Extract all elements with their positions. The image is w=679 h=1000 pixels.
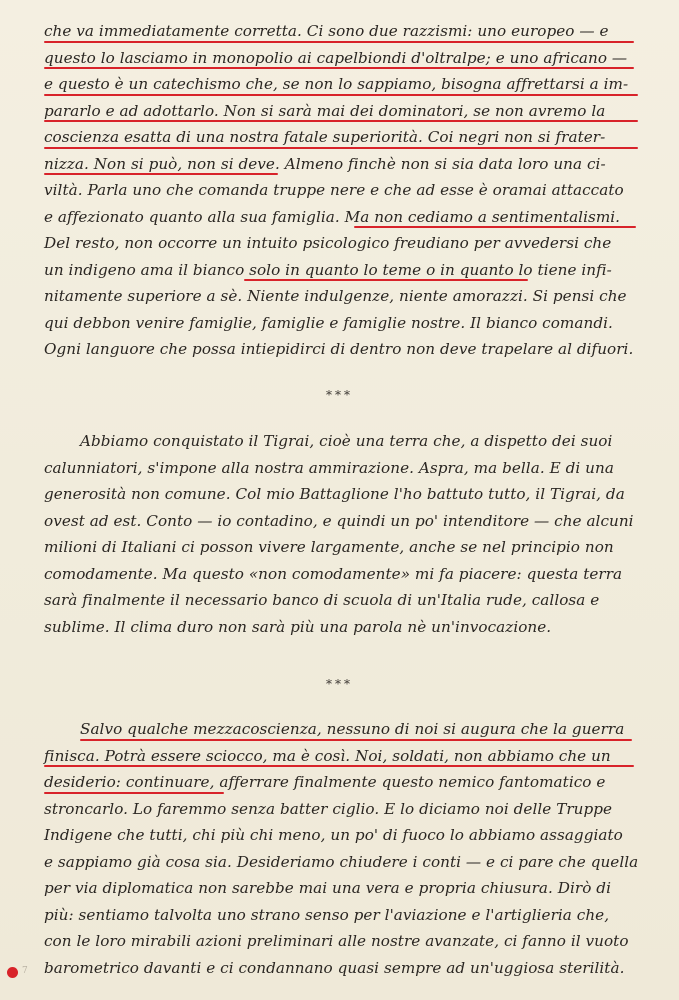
- red-underline: [44, 147, 638, 149]
- section-separator: ***: [326, 677, 353, 691]
- text-line: che va immediatamente corretta. Ci sono due razzismi: uno europeo — e: [44, 22, 609, 40]
- red-underline: [44, 94, 638, 96]
- paragraph-1: [44, 18, 638, 363]
- text-line: finisca. Potrà essere sciocco, ma è così. Noi, soldati, non abbiamo che un: [44, 746, 611, 765]
- text-line: sublime. Il clima duro non sarà più una parola nè un'invocazione.: [44, 617, 552, 636]
- red-underline: [44, 173, 278, 175]
- text-line: stroncarlo. Lo faremmo senza batter ciglio. E lo diciamo noi delle Truppe: [44, 799, 613, 818]
- red-page-marker: [7, 967, 18, 978]
- text-line: Indigene che tutti, chi più chi meno, un po' di fuoco lo abbiamo assaggiato: [44, 826, 623, 844]
- text-line: Abbiamo conquistato il Tigrai, cioè una terra che, a dispetto dei suoi: [80, 432, 613, 450]
- text-line: e sappiamo già cosa sia. Desideriamo chiudere i conti — e ci pare che quella: [44, 852, 639, 871]
- text-line: milioni di Italiani ci posson vivere largamente, anche se nel principio non: [44, 538, 614, 556]
- red-underline: [44, 41, 634, 43]
- text-line: Ogni languore che possa intiepidirci di dentro non deve trapelare al difuori.: [44, 340, 634, 358]
- red-underline: [44, 792, 224, 794]
- text-line: nizza. Non si può, non si deve. Almeno finchè non si sia data loro una ci-: [44, 154, 606, 173]
- text-line: qui debbon venire famiglie, famiglie e famiglie nostre. Il bianco comandi.: [44, 313, 613, 332]
- text-line: più: sentiamo talvolta uno strano senso per l'aviazione e l'artiglieria che,: [44, 905, 610, 924]
- text-line: Salvo qualche mezzacoscienza, nessuno di noi si augura che la guerra: [80, 720, 625, 738]
- paragraph-2: [44, 428, 638, 640]
- paragraph-3: [44, 716, 638, 981]
- text-line: comodamente. Ma questo «non comodamente» mi fa piacere: questa terra: [44, 564, 623, 583]
- text-line: per via diplomatica non sarebbe mai una vera e propria chiusura. Dirò di: [44, 879, 611, 897]
- text-line: pararlo e ad adottarlo. Non si sarà mai dei dominatori, se non avremo la: [44, 101, 606, 120]
- text-line: sarà finalmente il necessario banco di scuola di un'Italia rude, callosa e: [44, 591, 600, 609]
- red-underline: [44, 67, 634, 69]
- red-underline: [80, 739, 632, 741]
- page-number: 7: [22, 966, 28, 976]
- text-line: un indigeno ama il bianco solo in quanto lo teme o in quanto lo tiene infi-: [44, 260, 612, 279]
- text-line: e affezionato quanto alla sua famiglia. Ma non cediamo a sentimentalismi.: [44, 207, 621, 226]
- text-line: con le loro mirabili azioni preliminari alle nostre avanzate, ci fanno il vuoto: [44, 932, 629, 950]
- red-underline: [44, 765, 634, 767]
- text-line: barometrico davanti e ci condannano quasi sempre ad un'uggiosa sterilità.: [44, 958, 625, 977]
- text-line: nitamente superiore a sè. Niente indulgenze, niente amorazzi. Si pensi che: [44, 287, 627, 305]
- text-line: questo lo lasciamo in monopolio ai capelbiondi d'oltralpe; e uno africano —: [44, 48, 628, 67]
- red-underline: [354, 226, 636, 228]
- text-line: desiderio: continuare, afferrare finalmente questo nemico fantomatico e: [44, 773, 606, 791]
- text-line: coscienza esatta di una nostra fatale superiorità. Coi negri non si frater-: [44, 128, 606, 146]
- text-line: Del resto, non occorre un intuito psicologico freudiano per avvedersi che: [44, 234, 612, 252]
- section-separator: ***: [326, 388, 353, 402]
- text-line: ovest ad est. Conto — io contadino, e quindi un po' intenditore — che alcuni: [44, 511, 634, 530]
- red-underline: [244, 279, 528, 281]
- text-line: e questo è un catechismo che, se non lo sappiamo, bisogna affrettarsi a im-: [44, 75, 629, 93]
- text-line: generosità non comune. Col mio Battaglione l'ho battuto tutto, il Tigrai, da: [44, 485, 625, 503]
- red-underline: [44, 120, 638, 122]
- text-line: calunniatori, s'impone alla nostra ammirazione. Aspra, ma bella. E di una: [44, 458, 614, 477]
- text-line: viltà. Parla uno che comanda truppe nere e che ad esse è oramai attaccato: [44, 181, 624, 199]
